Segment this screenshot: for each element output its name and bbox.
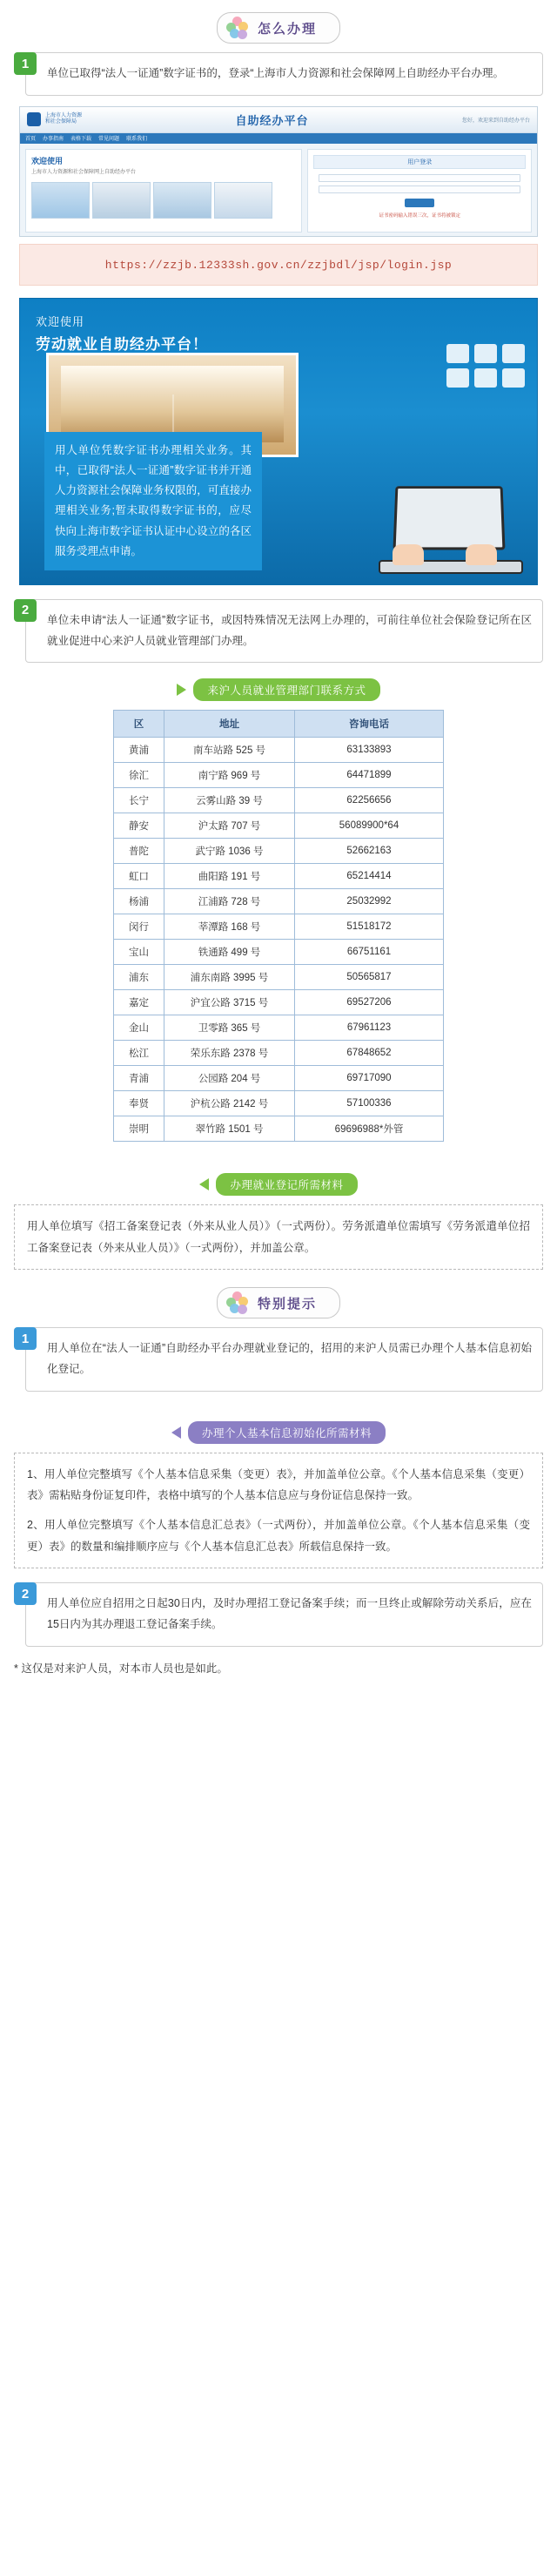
portal-topbar	[20, 107, 537, 133]
portal-thumbnails	[31, 182, 296, 219]
illustration-heading-line2: 劳动就业自助经办平台！	[36, 335, 208, 353]
cell-phone: 57100336	[295, 1091, 444, 1116]
cell-district: 静安	[114, 813, 164, 839]
cell-phone: 25032992	[295, 889, 444, 914]
cell-phone: 64471899	[295, 763, 444, 788]
portal-url: https://zzjb.12333sh.gov.cn/zzjbdl/jsp/login.jsp	[104, 258, 453, 272]
cell-phone: 52662163	[295, 839, 444, 864]
cell-address: 荣乐东路 2378 号	[164, 1041, 295, 1066]
card-icon	[502, 344, 525, 363]
materials-text-2a: 1、用人单位完整填写《个人基本信息采集（变更）表》，并加盖单位公章。《个人基本信息采集（变更）表》需粘贴身份证复印件，表格中填写的个人基本信息应与身份证信息保持一致。	[27, 1467, 530, 1501]
cell-address: 莘潭路 168 号	[164, 914, 295, 940]
step-2-text: 单位未申请“法人一证通”数字证书，或因特殊情况无法网上办理的，可前往单位社会保险登记所在区就业促进中心来沪人员就业管理部门办理。	[47, 613, 532, 647]
cell-district: 宝山	[114, 940, 164, 965]
portal-login-button	[405, 199, 434, 207]
portal-logo	[27, 112, 82, 126]
section-title: 怎么办理	[257, 21, 317, 37]
table-row	[114, 1116, 444, 1142]
portal-title: 自助经办平台	[235, 113, 309, 127]
col-district: 区	[114, 711, 164, 738]
cell-phone: 56089900*64	[295, 813, 444, 839]
cell-address: 南宁路 969 号	[164, 763, 295, 788]
step-4-text: 用人单位应自招用之日起30日内，及时办理招工登记备案手续；而一旦终止或解除劳动关系后，应在15日内为其办理退工登记备案手续。	[47, 1597, 532, 1630]
laptop-screen	[393, 486, 505, 550]
portal-left-sub: 上海市人力资源和社会保障网上自助经办平台	[31, 169, 137, 175]
portal-thumb-3	[153, 182, 211, 219]
step-1-text: 单位已取得“法人一证通”数字证书的，登录“上海市人力资源和社会保障网上自助经办平台办理。	[47, 67, 504, 79]
step-3-text: 用人单位在“法人一证通”自助经办平台办理就业登记的，招用的来沪人员需已办理个人基本信息初始化登记。	[47, 1342, 532, 1375]
step-3	[14, 1327, 543, 1392]
cell-address: 江浦路 728 号	[164, 889, 295, 914]
illustration-body-text: 用人单位凭数字证书办理相关业务。其中，已取得“法人一证通”数字证书并开通人力资源社会保障业务权限的，可直接办理相关业务;暂未取得数字证书的，应尽快向上海市数字证书认证中心设立的各区服务受理点申请。	[44, 432, 262, 570]
step-4-body	[25, 1582, 543, 1647]
portal-thumb-2	[92, 182, 151, 219]
table-heading	[0, 678, 557, 701]
cell-address: 翠竹路 1501 号	[164, 1116, 295, 1142]
cell-address: 沪杭公路 2142 号	[164, 1091, 295, 1116]
cell-phone: 69696988*外管	[295, 1116, 444, 1142]
table-row	[114, 839, 444, 864]
materials-box-2	[14, 1453, 543, 1569]
cell-district: 松江	[114, 1041, 164, 1066]
cell-phone: 69717090	[295, 1066, 444, 1091]
portal-thumb-1	[31, 182, 90, 219]
cell-address: 南车站路 525 号	[164, 738, 295, 763]
portal-left-heading: 欢迎使用	[31, 156, 64, 165]
cell-phone: 63133893	[295, 738, 444, 763]
service-icons-grid	[446, 344, 525, 388]
table-row	[114, 738, 444, 763]
cell-district: 徐汇	[114, 763, 164, 788]
table-row	[114, 763, 444, 788]
chart-icon	[502, 368, 525, 388]
table-row	[114, 990, 444, 1015]
materials-heading-2-label: 办理个人基本信息初始化所需材料	[188, 1421, 386, 1444]
footer-note: * 这仅是对来沪人员，对本市人员也是如此。	[14, 1662, 228, 1675]
section-header-special	[0, 1287, 557, 1318]
portal-screenshot	[19, 106, 538, 237]
laptop-illustration	[372, 485, 528, 579]
portal-nav	[20, 133, 537, 144]
table-row	[114, 1015, 444, 1041]
portal-thumb-4	[214, 182, 272, 219]
portal-nav-item-0: 首页	[25, 137, 37, 143]
portal-main	[20, 144, 537, 237]
cell-district: 金山	[114, 1015, 164, 1041]
col-phone: 咨询电话	[295, 711, 444, 738]
flower-icon	[226, 1291, 249, 1314]
portal-nav-item-1: 办事指南	[43, 137, 64, 143]
portal-login-pass-field	[319, 185, 520, 193]
section-title-special: 特别提示	[257, 1296, 317, 1312]
document-icon	[446, 344, 469, 363]
cell-phone: 67961123	[295, 1015, 444, 1041]
cell-phone: 51518172	[295, 914, 444, 940]
hand-left-icon	[393, 544, 424, 565]
step-2-number: 2	[14, 599, 37, 622]
table-row	[114, 889, 444, 914]
cell-address: 铁通路 499 号	[164, 940, 295, 965]
materials-text-2b: 2、用人单位完整填写《个人基本信息汇总表》（一式两份），并加盖单位公章。《个人基本信息采集（变更）表》的数量和编排顺序应与《个人基本信息汇总表》所载信息保持一致。	[27, 1519, 530, 1553]
materials-heading-1	[0, 1173, 557, 1196]
illustration-heading-line1: 欢迎使用	[36, 314, 85, 328]
cell-district: 杨浦	[114, 889, 164, 914]
portal-nav-item-2: 表格下载	[70, 137, 92, 143]
materials-box-1	[14, 1204, 543, 1270]
triangle-right-icon	[177, 684, 186, 696]
step-4-number: 2	[14, 1582, 37, 1605]
portal-login-note: 证书密码输入错误三次，证书将被锁定	[379, 212, 460, 219]
portal-login-title: 用户登录	[313, 155, 526, 169]
step-1-body	[25, 52, 543, 96]
portal-login-user-field	[319, 174, 520, 182]
triangle-left-icon	[199, 1178, 209, 1190]
step-1	[14, 52, 543, 96]
triangle-left-icon	[171, 1426, 181, 1439]
cell-district: 长宁	[114, 788, 164, 813]
illustration-heading	[36, 313, 208, 354]
cell-phone: 66751161	[295, 940, 444, 965]
step-3-body	[25, 1327, 543, 1392]
table-row	[114, 1091, 444, 1116]
table-header-row	[114, 711, 444, 738]
cell-phone: 69527206	[295, 990, 444, 1015]
illustration-banner	[19, 298, 538, 585]
hand-right-icon	[466, 544, 497, 565]
cell-address: 云雾山路 39 号	[164, 788, 295, 813]
cell-district: 青浦	[114, 1066, 164, 1091]
cell-district: 崇明	[114, 1116, 164, 1142]
step-2	[14, 599, 543, 664]
cell-address: 沪宜公路 3715 号	[164, 990, 295, 1015]
cell-district: 嘉定	[114, 990, 164, 1015]
table-row	[114, 965, 444, 990]
cell-address: 曲阳路 191 号	[164, 864, 295, 889]
materials-heading-2	[0, 1421, 557, 1444]
cell-phone: 62256656	[295, 788, 444, 813]
cell-phone: 50565817	[295, 965, 444, 990]
cell-phone: 67848652	[295, 1041, 444, 1066]
page-root	[0, 12, 557, 2576]
table-row	[114, 1041, 444, 1066]
table-heading-label: 来沪人员就业管理部门联系方式	[193, 678, 379, 701]
cell-district: 奉贤	[114, 1091, 164, 1116]
cell-address: 沪太路 707 号	[164, 813, 295, 839]
portal-url-box	[19, 244, 538, 286]
chat-icon	[446, 368, 469, 388]
table-row	[114, 788, 444, 813]
step-3-number: 1	[14, 1327, 37, 1350]
monitor-icon	[474, 368, 497, 388]
table-row	[114, 864, 444, 889]
table-row	[114, 940, 444, 965]
cell-district: 浦东	[114, 965, 164, 990]
portal-nav-item-3: 常见问题	[98, 137, 120, 143]
cell-phone: 65214414	[295, 864, 444, 889]
district-contact-table	[113, 710, 444, 1142]
section-header-howto	[0, 12, 557, 44]
section-header-pill-special	[217, 1287, 340, 1318]
cell-district: 闵行	[114, 914, 164, 940]
step-4	[14, 1582, 543, 1647]
portal-topright: 您好，欢迎来到自助经办平台	[461, 118, 530, 124]
section-header-pill	[217, 12, 340, 44]
table-row	[114, 1066, 444, 1091]
portal-login-panel	[307, 149, 532, 233]
cell-address: 卫零路 365 号	[164, 1015, 295, 1041]
cell-district: 普陀	[114, 839, 164, 864]
step-2-body	[25, 599, 543, 664]
col-address: 地址	[164, 711, 295, 738]
cell-district: 虹口	[114, 864, 164, 889]
table-row	[114, 813, 444, 839]
table-row	[114, 914, 444, 940]
portal-logo-icon	[27, 112, 41, 126]
cell-address: 武宁路 1036 号	[164, 839, 295, 864]
portal-nav-item-4: 联系我们	[126, 137, 148, 143]
materials-text-1: 用人单位填写《招工备案登记表（外来从业人员）》（一式两份）。劳务派遣单位需填写《劳务派遣单位招工备案登记表（外来从业人员）》（一式两份），并加盖公章。	[27, 1220, 530, 1254]
flower-icon	[226, 17, 249, 39]
cell-district: 黄浦	[114, 738, 164, 763]
portal-logo-line2: 和社会保障局	[45, 119, 77, 125]
portal-logo-line1: 上海市人力资源	[45, 113, 83, 119]
cell-address: 公园路 204 号	[164, 1066, 295, 1091]
materials-heading-1-label: 办理就业登记所需材料	[216, 1173, 357, 1196]
step-1-number: 1	[14, 52, 37, 75]
briefcase-icon	[474, 344, 497, 363]
cell-address: 浦东南路 3995 号	[164, 965, 295, 990]
portal-left-panel	[25, 149, 302, 233]
